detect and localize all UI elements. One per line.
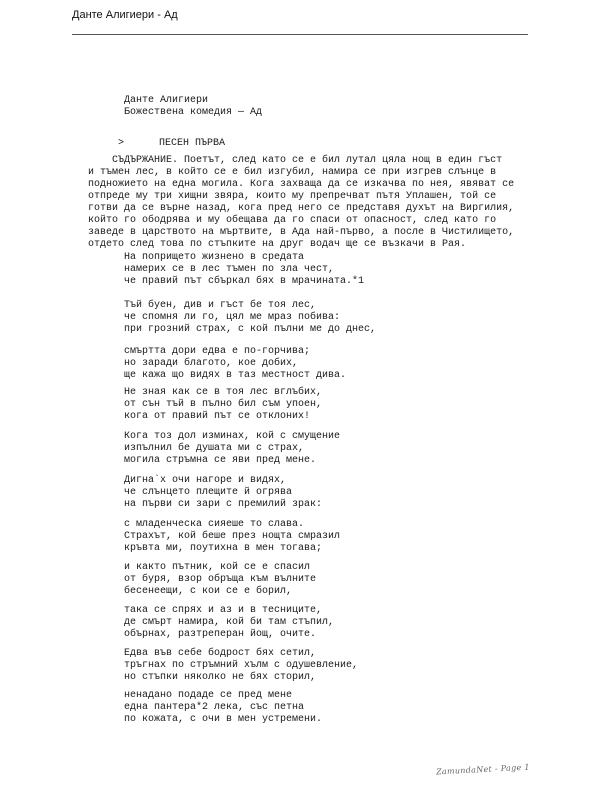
- summary-line: заведе в царството на мъртвите, в Ада най-първо, а после в Чистилището,: [88, 227, 515, 238]
- summary-line: СЪДЪРЖАНИЕ. Поетът, след като се е бил лутал цяла нощ в един гъст: [88, 155, 503, 166]
- verse-line: ще кажа що видях в таз местност дива.: [124, 370, 347, 381]
- verse-line: от сън тъй в пълно бил съм упоен,: [124, 399, 323, 410]
- stanza: [124, 690, 322, 726]
- verse-line: Тъй буен, див и гъст бе тоя лес,: [124, 300, 317, 311]
- verse-line: де смърт намира, кой би там стъпил,: [124, 617, 335, 628]
- verse-line: на първи си зари с премилий зрак:: [124, 499, 323, 510]
- verse-line: Страхът, кой беше през нощта смразил: [124, 531, 341, 542]
- verse-line: намерих се в лес тъмен по зла чест,: [124, 264, 335, 275]
- verse-line: могила стръмна се яви пред мене.: [124, 455, 317, 466]
- verse-line: от буря, взор обръща към вълните: [124, 574, 317, 585]
- canto-title: ПЕСЕН ПЪРВА: [159, 138, 226, 149]
- verse-line: Едва във себе бодрост бях сетил,: [124, 648, 317, 659]
- verse-line: по кожата, с очи в мен устремени.: [124, 714, 323, 725]
- verse-line: На попрището жизнено в средата: [124, 252, 305, 263]
- summary-line: който го ободрява и му обещава да го спаси от опасност, след като го: [88, 215, 497, 226]
- verse-line: при грозний страх, с кой пълни ме до днес,: [124, 324, 377, 335]
- verse-line: смъртта дори едва е по-горчива;: [124, 346, 311, 357]
- stanza: [124, 387, 322, 423]
- verse-line: една пантера*2 лека, със петна: [124, 702, 305, 713]
- verse-line: че правий път сбъркал бях в мрачината.*1: [124, 276, 365, 287]
- verse-line: така се спрях и аз и в тесниците,: [124, 605, 323, 616]
- stanza: [124, 475, 322, 511]
- verse-line: Кога тоз дол изминах, кой с смущение: [124, 431, 341, 442]
- verse-line: Дигна`х очи нагоре и видях,: [124, 475, 287, 486]
- summary-line: подножието на една могила. Кога захваща да се изкачва по нея, явяват се: [88, 179, 515, 190]
- verse-line: с младенческа сияеше то слава.: [124, 519, 305, 530]
- verse-line: бесенеещи, с кои се е борил,: [124, 586, 293, 597]
- summary-line: готви да се върне назад, кога пред него се представя духът на Виргилия,: [88, 203, 515, 214]
- verse-line: Не зная как се в тоя лес вглъбих,: [124, 387, 323, 398]
- verse-line: кога от правий път се отклоних!: [124, 411, 311, 422]
- author-name: Данте Алигиери: [124, 95, 209, 106]
- verse-line: че слънцето плещите й огрява: [124, 487, 293, 498]
- summary-line: и тъмен лес, в който се е бил изгубил, намира се при изгрев слънце в: [88, 167, 497, 178]
- canto-marker: >: [118, 138, 125, 149]
- verse-line: изпълнил бе душата ми с страх,: [124, 443, 305, 454]
- stanza: [124, 519, 340, 555]
- summary-paragraph: [88, 155, 514, 251]
- stanza: [124, 300, 376, 336]
- stanza: [124, 562, 316, 598]
- verse-line: ненадано подаде се пред мене: [124, 690, 293, 701]
- stanza: [124, 346, 346, 382]
- verse-line: кръвта ми, поутихна в мен тогава;: [124, 543, 323, 554]
- verse-line: но заради благото, кое добих,: [124, 358, 299, 369]
- page-footer-label: ZamundaNet - Page 1: [435, 762, 531, 777]
- verse-line: тръгнах по стръмний хълм с одушевление,: [124, 660, 359, 671]
- verse-line: и както пътник, кой се е спасил: [124, 562, 311, 573]
- stanza: [124, 252, 364, 288]
- stanza: [124, 431, 340, 467]
- stanza: [124, 605, 334, 641]
- summary-line: отдето след това по стъпките на друг водач ще се възкачи в Рая.: [88, 239, 467, 250]
- summary-line: отпреде му три хищни звяра, които му препречват пътя Уплашен, той се: [88, 191, 497, 202]
- verse-line: но стъпки няколко не бях сторил,: [124, 672, 317, 683]
- verse-line: че спомня ли го, цял ме мраз побива:: [124, 312, 341, 323]
- page-header-title: Данте Алигиери - Ад: [72, 9, 178, 21]
- document-heading: [124, 95, 262, 119]
- stanza: [124, 648, 358, 684]
- work-title: Божествена комедия — Ад: [124, 107, 263, 118]
- header-divider: [72, 34, 528, 35]
- verse-line: обърнах, разтреперан йощ, очите.: [124, 629, 317, 640]
